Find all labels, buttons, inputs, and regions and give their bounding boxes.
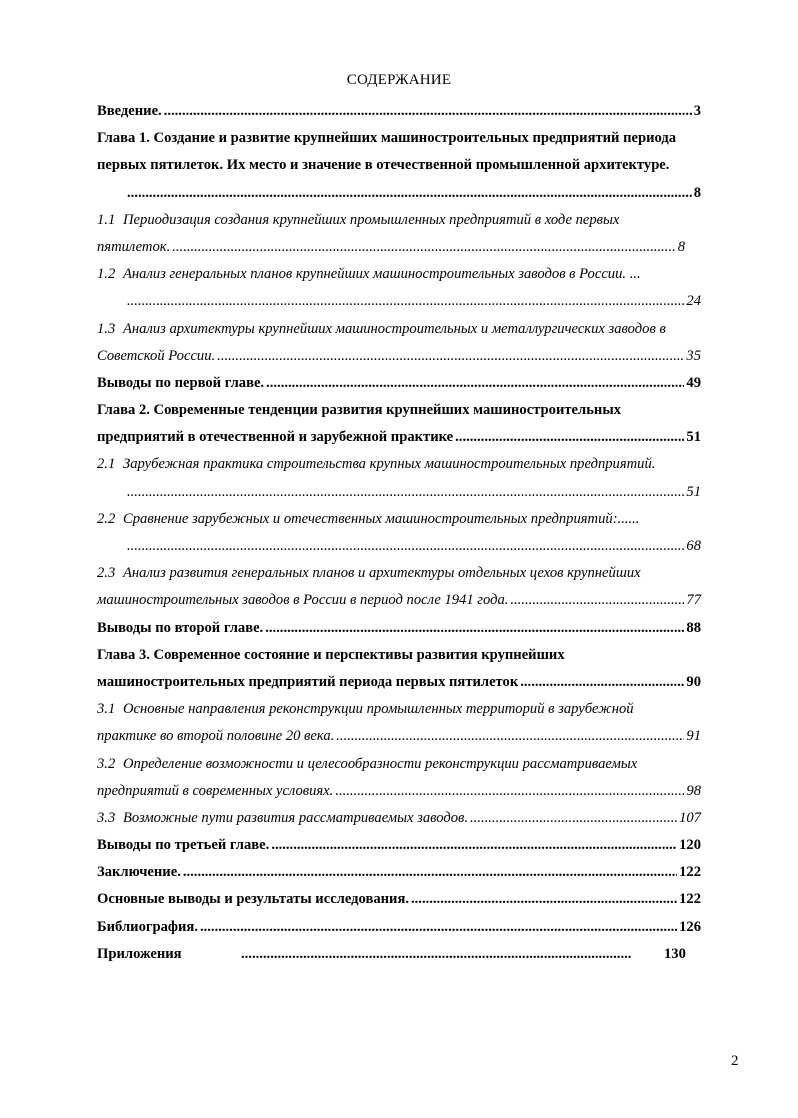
dot-leader <box>183 859 677 886</box>
toc-entry-conclusions-ch3 <box>97 832 701 859</box>
toc-entry-text: Выводы по третьей главе. <box>97 837 270 854</box>
toc-entry-text: Выводы по первой главе. <box>97 374 265 391</box>
toc-entry-chapter2-line2 <box>97 424 701 451</box>
section-number: 1.1 <box>97 211 116 228</box>
toc-entry-text: Библиография. <box>97 918 198 935</box>
section-number: 3.1 <box>97 701 116 718</box>
toc-entry-section-2-3-line2 <box>97 587 701 614</box>
toc-entry-chapter1-leader <box>97 180 701 207</box>
section-number: 3.2 <box>97 755 116 772</box>
toc-page-number: 130 <box>664 945 686 962</box>
dot-leader <box>265 615 684 642</box>
toc-page-number: 122 <box>679 864 701 881</box>
toc-entry-intro <box>97 98 701 125</box>
toc-entry-chapter3-line2 <box>97 669 701 696</box>
toc-entry-section-2-1-line1 <box>97 451 701 478</box>
section-title: Анализ генеральных планов крупнейших машиностроительных заводов в России. ... <box>123 266 641 283</box>
toc-entry-conclusion <box>97 859 701 886</box>
section-title-cont: предприятий в современных условиях. <box>97 782 334 799</box>
toc-page-number: 90 <box>686 673 701 690</box>
toc-entry-section-2-3-line1 <box>97 560 701 587</box>
dot-leader <box>241 941 631 968</box>
section-title: Периодизация создания крупнейших промышленных предприятий в ходе первых <box>123 211 620 228</box>
dot-leader <box>510 587 684 614</box>
toc-page-number: 49 <box>686 374 701 391</box>
dot-leader <box>470 805 677 832</box>
section-number: 2.3 <box>97 565 116 582</box>
toc-entry-appendix <box>97 941 701 968</box>
dot-leader <box>335 778 684 805</box>
toc-page-number: 8 <box>693 184 701 201</box>
page-title: СОДЕРЖАНИЕ <box>346 72 452 88</box>
dot-leader <box>520 669 684 696</box>
dot-leader <box>127 479 684 506</box>
section-number: 1.3 <box>97 320 116 337</box>
toc-page-number: 8 <box>677 238 685 255</box>
toc-page-number: 88 <box>686 619 701 636</box>
toc-entry-results <box>97 886 701 913</box>
dot-leader <box>455 424 684 451</box>
toc-entry-section-1-1-line2 <box>97 234 701 261</box>
toc-page-number: 107 <box>679 809 701 826</box>
toc-entry-section-1-1-line1 <box>97 207 701 234</box>
dot-leader <box>172 234 675 261</box>
toc-page-number: 24 <box>686 293 701 310</box>
dot-leader <box>164 98 692 125</box>
dot-leader <box>200 914 677 941</box>
toc-entry-text: Выводы по второй главе. <box>97 619 264 636</box>
toc-entry-section-2-2-line2 <box>97 533 701 560</box>
toc-entry-section-3-2-line2 <box>97 778 701 805</box>
toc-entry-chapter1-line1: Глава 1. Создание и развитие крупнейших машиностроительных предприятий периода <box>97 130 677 147</box>
section-number: 1.2 <box>97 266 116 283</box>
dot-leader <box>266 370 684 397</box>
dot-leader <box>127 180 692 207</box>
toc-entry-section-1-2-line1 <box>97 261 701 288</box>
toc-page-number: 35 <box>686 347 701 364</box>
section-title: Анализ архитектуры крупнейших машиностроительных и металлургических заводов в <box>123 320 666 337</box>
toc-entry-section-1-3-line2 <box>97 343 701 370</box>
toc-entry-text: предприятий в отечественной и зарубежной практике <box>97 429 454 446</box>
toc-entry-text: Заключение. <box>97 864 181 881</box>
section-title-cont: машиностроительных заводов в России в период после 1941 года. <box>97 592 509 609</box>
section-title: Основные направления реконструкции промышленных территорий в зарубежной <box>123 701 634 718</box>
dot-leader <box>127 288 684 315</box>
dot-leader <box>336 723 684 750</box>
section-title: Зарубежная практика строительства крупных машиностроительных предприятий. <box>123 456 656 473</box>
toc-entry-bibliography <box>97 914 701 941</box>
toc-page-number: 98 <box>686 782 701 799</box>
dot-leader <box>411 886 677 913</box>
toc-entry-section-2-1-line2 <box>97 479 701 506</box>
toc-entry-section-3-1-line2 <box>97 723 701 750</box>
dot-leader <box>217 343 684 370</box>
toc-entry-text: Введение. <box>97 103 162 119</box>
toc-entry-chapter1-line2: первых пятилеток. Их место и значение в отечественной промышленной архитектуре. <box>97 157 670 174</box>
toc-entry-section-3-3 <box>97 805 701 832</box>
section-title: Сравнение зарубежных и отечественных машиностроительных предприятий:...... <box>123 510 640 527</box>
toc-entry-text: Основные выводы и результаты исследования. <box>97 891 409 908</box>
toc-entry-text: машиностроительных предприятий периода первых пятилеток <box>97 673 519 690</box>
section-title: Определение возможности и целесообразности реконструкции рассматриваемых <box>123 755 638 772</box>
section-number: 2.1 <box>97 456 116 473</box>
toc-entry-chapter2-line1: Глава 2. Современные тенденции развития крупнейших машиностроительных <box>97 402 622 419</box>
section-title-cont: Советской России. <box>97 347 216 364</box>
section-title: Анализ развития генеральных планов и архитектуры отдельных цехов крупнейших <box>123 565 641 582</box>
dot-leader <box>271 832 677 859</box>
toc-page-number: 3 <box>693 103 701 119</box>
section-number: 3.3 <box>97 809 116 826</box>
toc-entry-conclusions-ch1 <box>97 370 701 397</box>
toc-entry-section-1-2-line2 <box>97 288 701 315</box>
toc-page-number: 51 <box>686 429 701 446</box>
toc-page-number: 122 <box>679 891 701 908</box>
toc-entry-conclusions-ch2 <box>97 615 701 642</box>
toc-page-number: 126 <box>679 918 701 935</box>
toc-page-number: 91 <box>686 728 701 745</box>
toc-page-number: 77 <box>686 592 701 609</box>
toc-entry-section-1-3-line1 <box>97 316 701 343</box>
page-number: 2 <box>731 1053 739 1069</box>
toc-page-number: 68 <box>686 538 701 554</box>
toc-page-number: 120 <box>679 837 701 854</box>
toc-entry-section-3-1-line1 <box>97 696 701 723</box>
section-title: Возможные пути развития рассматриваемых заводов. <box>123 809 469 826</box>
dot-leader <box>127 533 684 560</box>
toc-entry-text: Приложения <box>97 945 182 962</box>
toc-entry-section-2-2-line1 <box>97 506 701 533</box>
table-of-contents <box>97 98 701 968</box>
toc-entry-section-3-2-line1 <box>97 751 701 778</box>
section-number: 2.2 <box>97 510 116 527</box>
section-title-cont: пятилеток. <box>97 238 171 255</box>
section-title-cont: практике во второй половине 20 века. <box>97 728 335 745</box>
toc-entry-chapter3-line1: Глава 3. Современное состояние и перспективы развития крупнейших <box>97 646 565 663</box>
toc-page-number: 51 <box>686 483 701 500</box>
